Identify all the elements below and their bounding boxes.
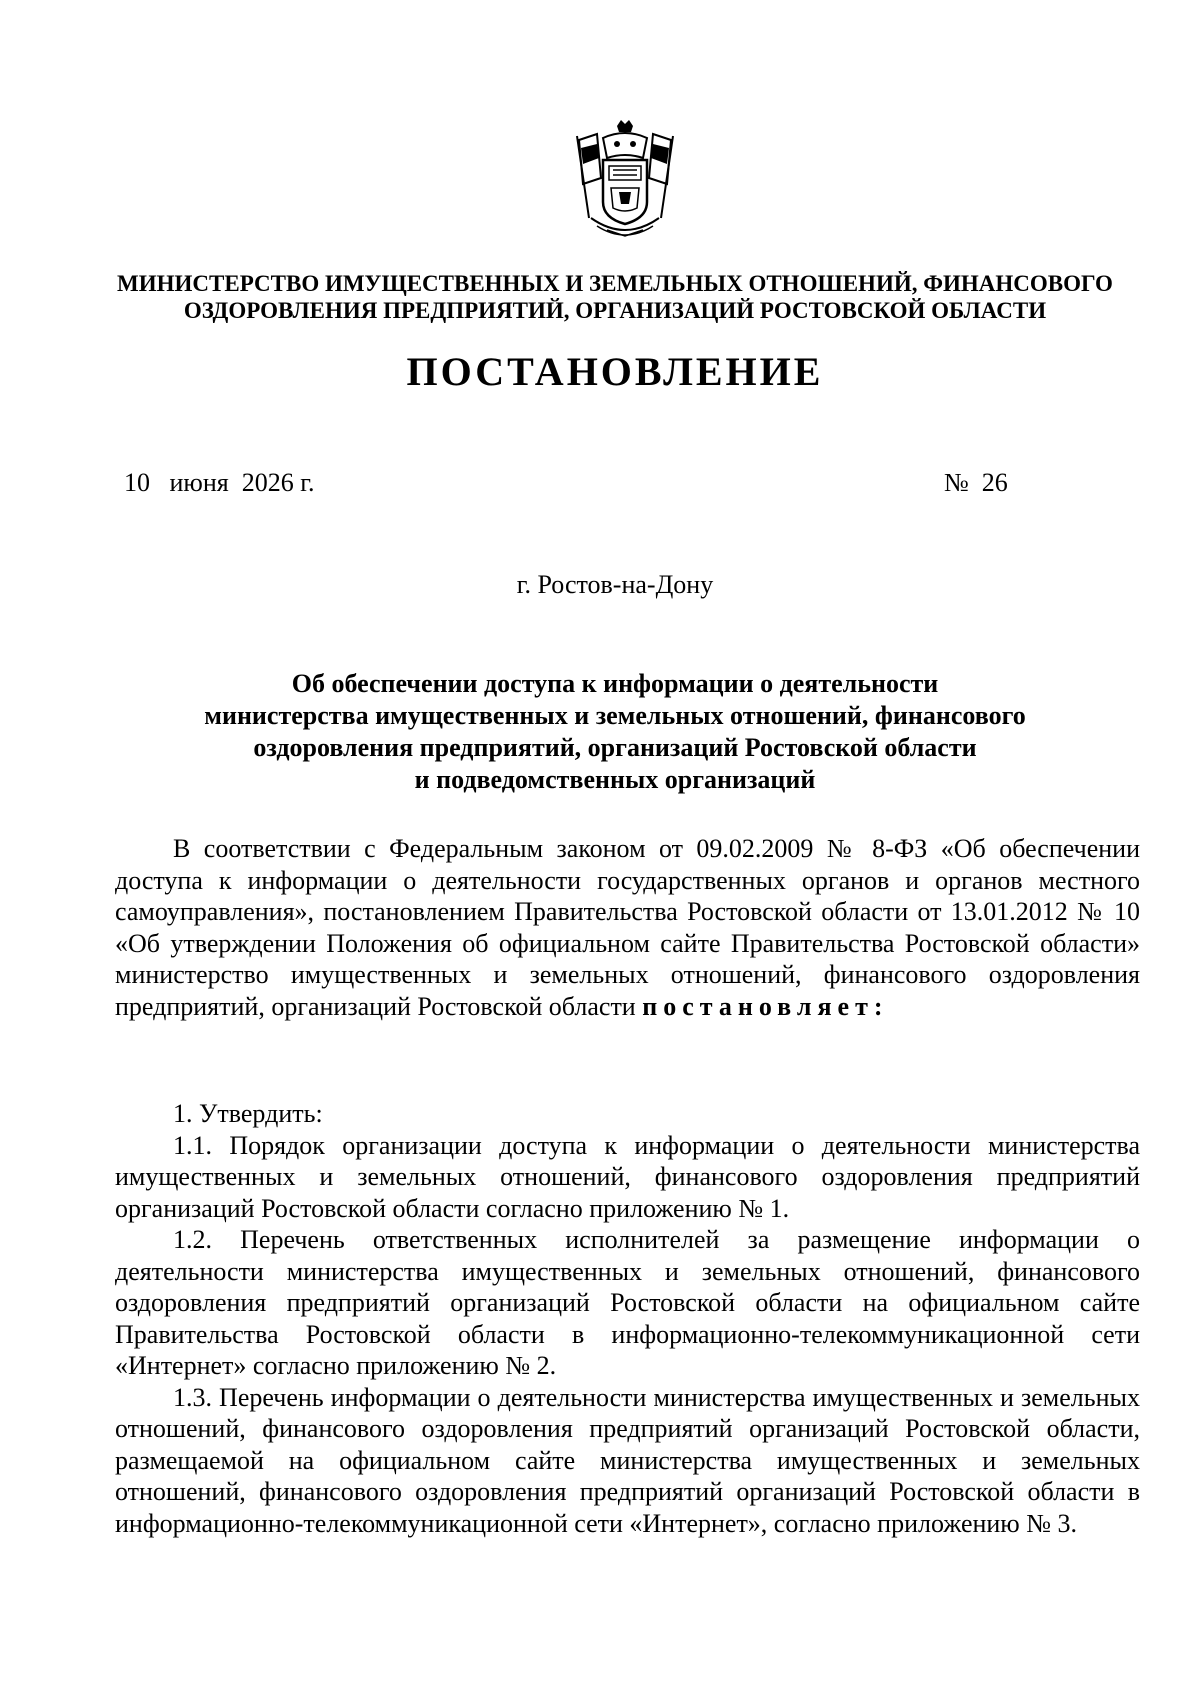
items-section bbox=[115, 1098, 1140, 1539]
subject-line-2: министерства имущественных и земельных отношений, финансового bbox=[204, 701, 1026, 730]
subject-line-3: оздоровления предприятий, организаций Ростовской области bbox=[253, 733, 977, 762]
item-1-2: 1.2. Перечень ответственных исполнителей за размещение информации о деятельности министерства имущественных и земельных отношений, финансового оздоровления предприятий организаций Ростовской области на официальном сайте Правительства Ростовской области в информационно-телекоммуникационной сети «Интернет» согласно приложению № 2. bbox=[115, 1225, 1140, 1380]
subject-line-1: Об обеспечении доступа к информации о деятельности bbox=[291, 669, 939, 698]
document-city: г. Ростов-на-Дону bbox=[516, 570, 714, 599]
document-type: ПОСТАНОВЛЕНИЕ bbox=[406, 349, 824, 394]
item-1-1: 1.1. Порядок организации доступа к информации о деятельности министерства имущественных и земельных отношений, финансового оздоровления предприятий организаций Ростовской области согласно приложению № 1. bbox=[115, 1130, 1140, 1223]
decides-word: постановляет: bbox=[642, 991, 889, 1021]
document-date: 10 июня 2026 г. bbox=[124, 468, 315, 497]
preamble-text: В соответствии с Федеральным законом от 09.02.2009 № 8-ФЗ «Об обеспечении доступа к информации о деятельности государственных органов и органов местного самоуправления», постановлением Правительства Ростовской области от 13.01.2012 № 10 «Об утверждении Положения об официальном сайте Правительства Ростовской области» министерство имущественных и земельных отношений, финансового оздоровления предприятий, организаций Ростовской области bbox=[115, 834, 1140, 1021]
org-line-2: ОЗДОРОВЛЕНИЯ ПРЕДПРИЯТИЙ, ОРГАНИЗАЦИЙ РОСТОВСКОЙ ОБЛАСТИ bbox=[183, 298, 1047, 323]
organization-name bbox=[100, 270, 1130, 324]
coat-of-arms-icon bbox=[567, 118, 683, 242]
preamble-paragraph bbox=[115, 833, 1140, 1022]
preamble-section bbox=[115, 833, 1140, 1022]
org-line-1: МИНИСТЕРСТВО ИМУЩЕСТВЕННЫХ И ЗЕМЕЛЬНЫХ ОТНОШЕНИЙ, ФИНАНСОВОГО bbox=[117, 271, 1113, 296]
document-number: № 26 bbox=[944, 468, 1008, 497]
item-1: 1. Утвердить: bbox=[173, 1099, 323, 1128]
document-subject bbox=[100, 668, 1130, 796]
item-1-3: 1.3. Перечень информации о деятельности министерства имущественных и земельных отношений, финансового оздоровления предприятий организаций Ростовской области, размещаемой на официальном сайте министерства имущественных и земельных отношений, финансового оздоровления предприятий организаций Ростовской области в информационно-телекоммуникационной сети «Интернет», согласно приложению № 3. bbox=[115, 1382, 1140, 1538]
subject-line-4: и подведомственных организаций bbox=[414, 765, 816, 794]
